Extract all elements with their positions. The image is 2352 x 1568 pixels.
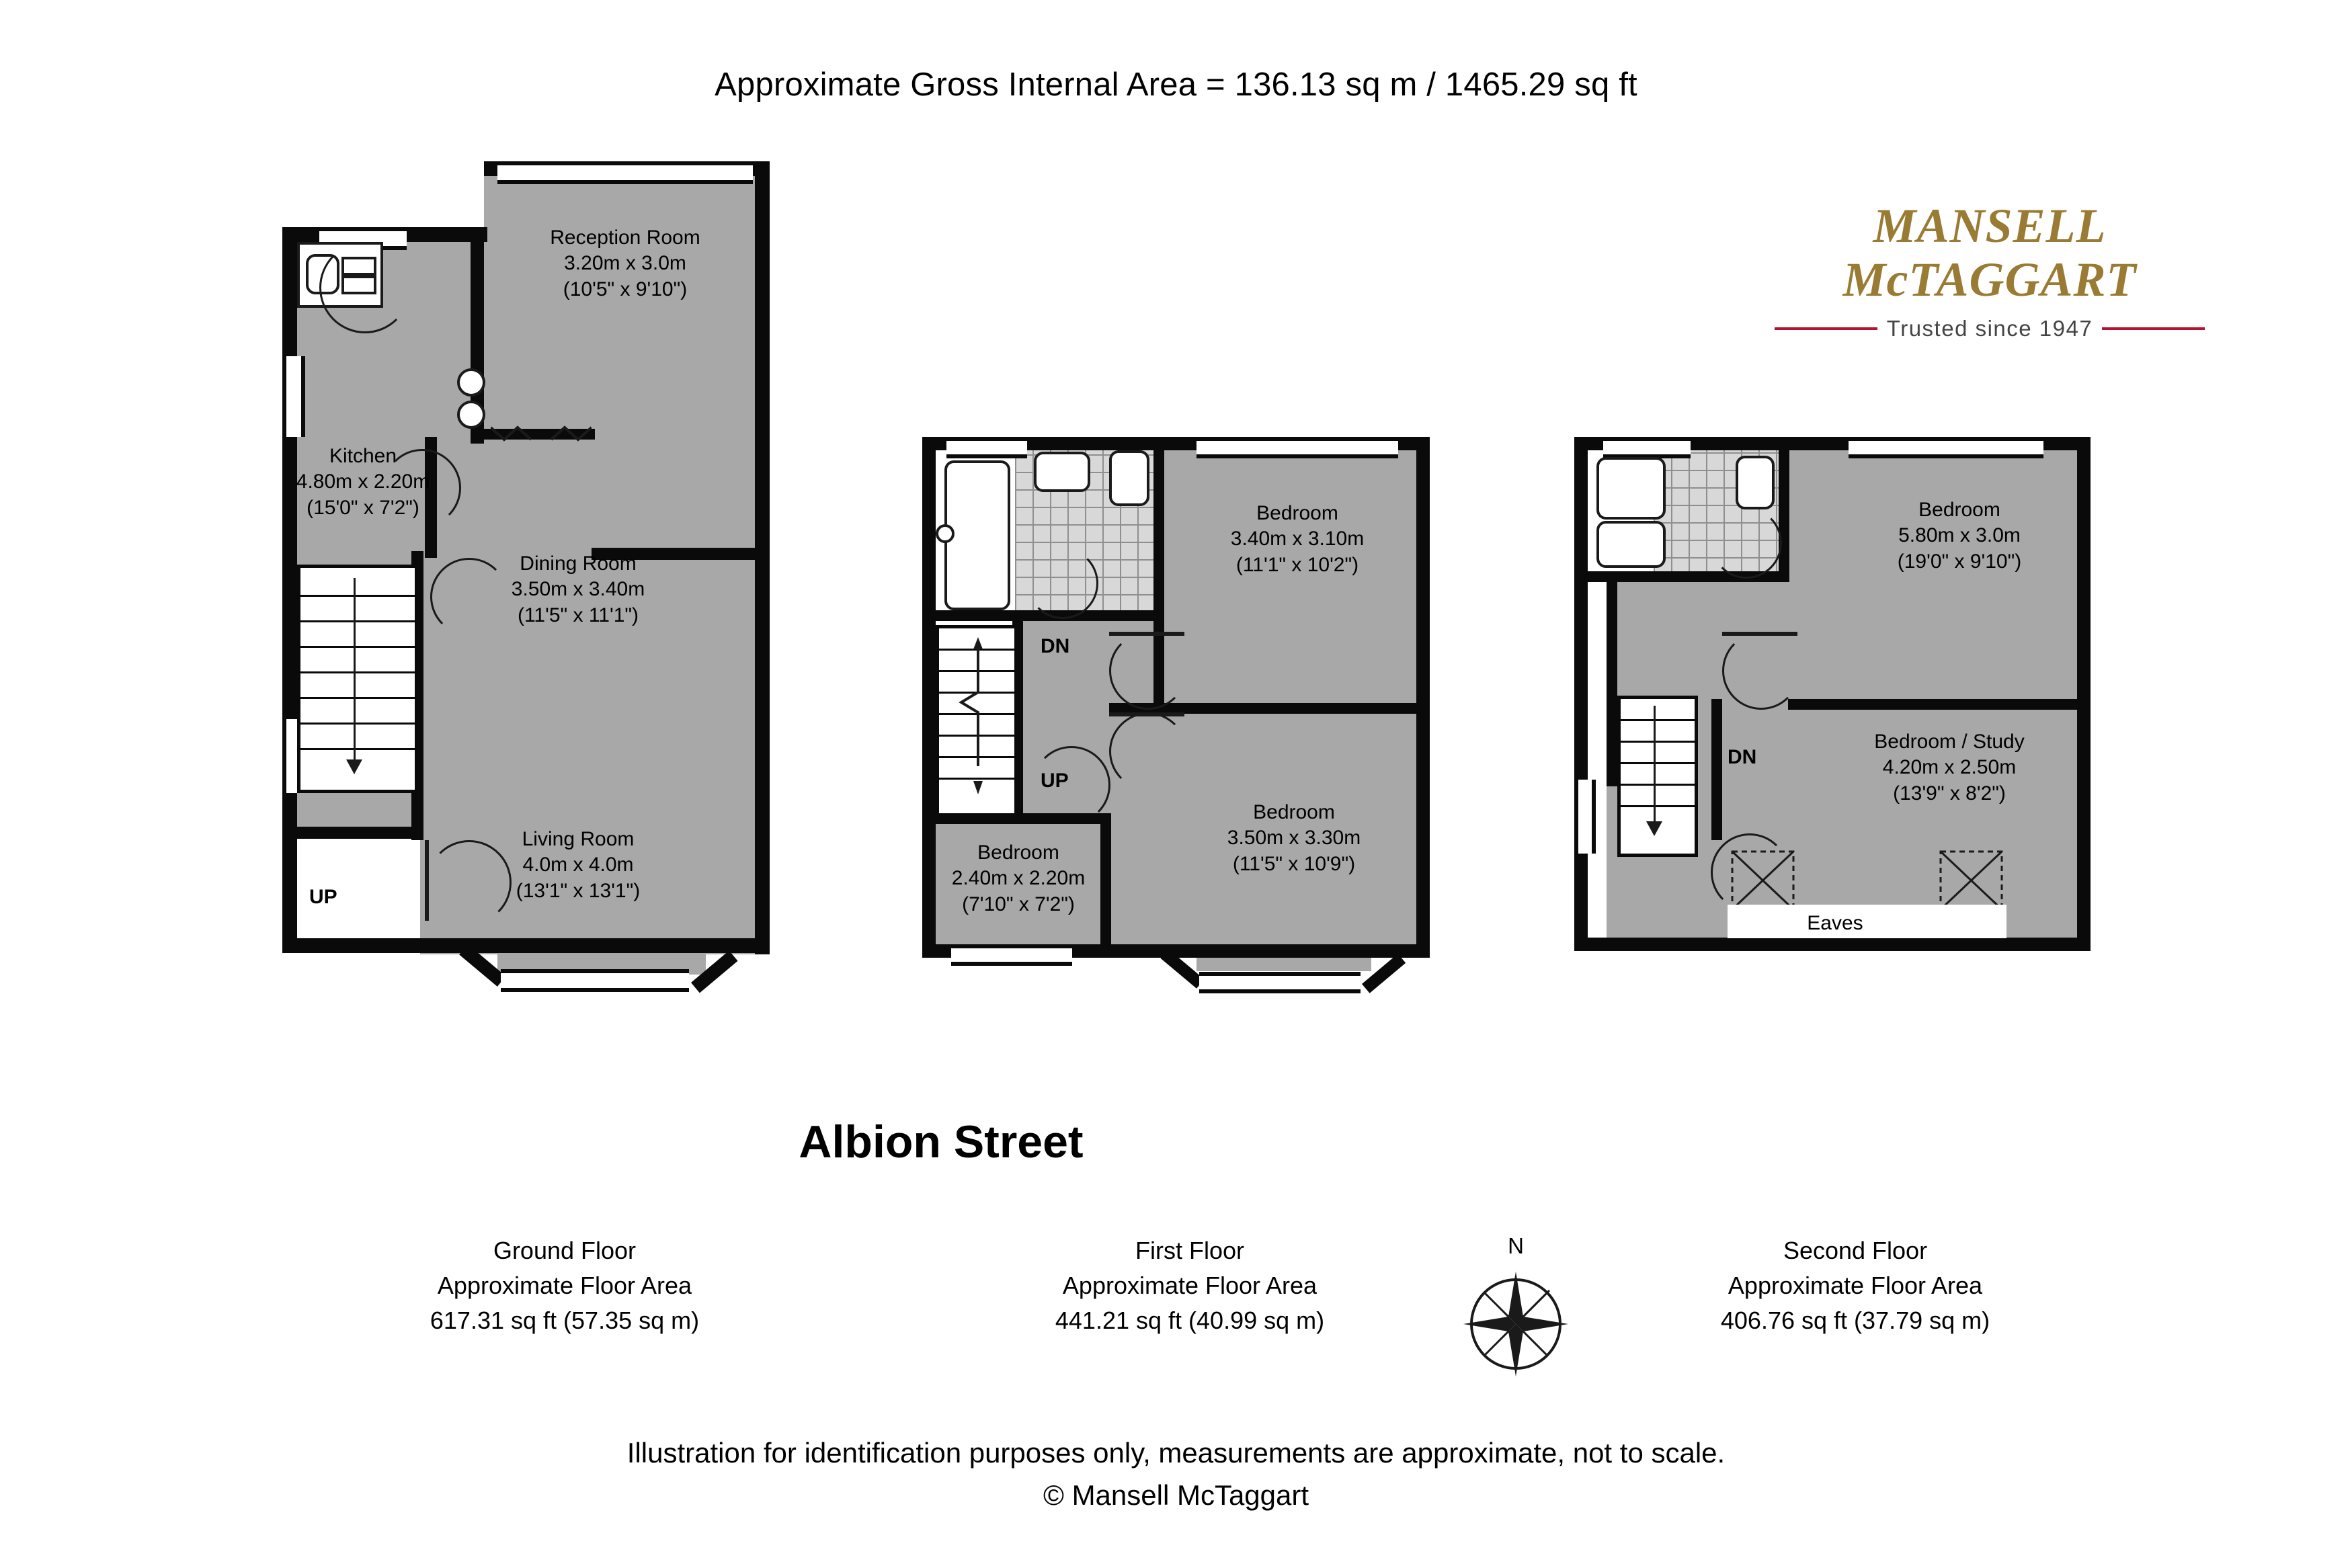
second-room-label-study bbox=[1828, 729, 2070, 807]
disclaimer-line-1: Illustration for identification purposes only, measurements are approximate, not to scale. bbox=[626, 1437, 1726, 1469]
ground-wall-kitchen-bottom bbox=[289, 827, 423, 839]
reception-dim-imperial: (10'5" x 9'10") bbox=[563, 278, 688, 300]
ground-bay-window-front bbox=[501, 969, 689, 992]
first-floor-area-line2: 441.21 sq ft (40.99 sq m) bbox=[1055, 1307, 1325, 1335]
ground-floor-area-line2: 617.31 sq ft (57.35 sq m) bbox=[430, 1307, 700, 1335]
second-wall-left bbox=[1574, 437, 1588, 951]
second-room-label-bed1 bbox=[1845, 497, 2074, 575]
brand-line-1: MANSELL bbox=[1873, 199, 2107, 253]
second-wall-bath-right bbox=[1779, 444, 1789, 578]
first-window-top-right bbox=[1197, 437, 1398, 458]
first-room-label-bed1 bbox=[1183, 501, 1412, 578]
first-marker-up: UP bbox=[1041, 770, 1069, 792]
reception-name: Reception Room bbox=[550, 226, 700, 249]
first-wall-right bbox=[1416, 437, 1430, 958]
reception-dim-metric: 3.20m x 3.0m bbox=[564, 252, 686, 275]
second-bed1-dim-imperial: (19'0" x 9'10") bbox=[1897, 550, 2022, 573]
ground-window-top bbox=[497, 161, 753, 184]
floor-plan-ground bbox=[269, 155, 827, 1109]
second-eaves-hatch-right bbox=[1939, 850, 2003, 911]
floor-plan-second bbox=[1566, 430, 2124, 1109]
second-toilet bbox=[1736, 456, 1775, 509]
first-window-top-left bbox=[946, 437, 1027, 458]
second-floor-area-line2: 406.76 sq ft (37.79 sq m) bbox=[1720, 1307, 1990, 1335]
ground-stair-arrow-shaft bbox=[354, 578, 356, 766]
second-window-top-right bbox=[1849, 437, 2043, 458]
second-study-dim-imperial: (13'9" x 8'2") bbox=[1893, 782, 2006, 804]
second-marker-dn: DN bbox=[1728, 746, 1757, 768]
second-washbasin bbox=[1596, 521, 1666, 568]
first-washbasin bbox=[1034, 452, 1090, 492]
living-name: Living Room bbox=[522, 828, 635, 850]
ground-kitchen-appliance-1 bbox=[457, 368, 485, 397]
second-wall-right bbox=[2077, 437, 2091, 951]
dining-dim-imperial: (11'5" x 11'1") bbox=[517, 604, 639, 626]
second-eaves-hatch-left bbox=[1731, 850, 1795, 911]
second-bed1-name: Bedroom bbox=[1918, 499, 2000, 521]
second-door-bath-arc bbox=[1711, 507, 1782, 579]
second-shower-tray bbox=[1596, 457, 1666, 520]
ground-staircase bbox=[297, 565, 418, 793]
living-dim-imperial: (13'1" x 13'1") bbox=[516, 879, 641, 902]
living-dim-metric: 4.0m x 4.0m bbox=[522, 854, 634, 876]
ground-door-entry-arc bbox=[319, 242, 411, 333]
first-bed3-dim-imperial: (7'10" x 7'2") bbox=[962, 893, 1075, 915]
first-door-bed1-arc bbox=[1109, 632, 1187, 710]
ground-floor-area-line1: Approximate Floor Area bbox=[437, 1272, 692, 1300]
floor-plan-first bbox=[914, 430, 1465, 1109]
floor-note-first bbox=[955, 1233, 1425, 1339]
first-door-bed2-arc bbox=[1109, 712, 1187, 790]
second-floor-area-line1: Approximate Floor Area bbox=[1728, 1272, 1983, 1300]
second-marker-eaves: Eaves bbox=[1807, 912, 1863, 934]
first-bed2-dim-imperial: (11'5" x 10'9") bbox=[1232, 852, 1356, 875]
second-study-dim-metric: 4.20m x 2.50m bbox=[1882, 756, 2017, 779]
first-bed1-dim-imperial: (11'1" x 10'2") bbox=[1235, 553, 1359, 576]
first-floor-area-line1: Approximate Floor Area bbox=[1062, 1272, 1317, 1300]
second-stair-arrow-head bbox=[1646, 821, 1662, 836]
first-bath-tap bbox=[936, 524, 955, 543]
compass-rose bbox=[1455, 1233, 1576, 1388]
second-bed1-dim-metric: 5.80m x 3.0m bbox=[1898, 524, 2021, 547]
compass-north-label: N bbox=[1508, 1233, 1524, 1258]
floor-note-second bbox=[1620, 1233, 2091, 1339]
first-room-label-bed3 bbox=[904, 840, 1133, 917]
ground-room-label-dining bbox=[471, 551, 686, 628]
second-study-name: Bedroom / Study bbox=[1874, 731, 2025, 753]
first-bay-window bbox=[1199, 972, 1361, 993]
kitchen-dim-metric: 4.80m x 2.20m bbox=[296, 470, 430, 493]
first-bed2-dim-metric: 3.50m x 3.30m bbox=[1227, 827, 1361, 850]
second-door-bed1-arc bbox=[1722, 632, 1800, 710]
second-window-top-left bbox=[1603, 437, 1691, 458]
ground-kitchen-appliance-2 bbox=[457, 401, 485, 429]
ground-room-label-living bbox=[471, 827, 686, 904]
dining-name: Dining Room bbox=[520, 552, 637, 575]
brand-line-2: McTAGGART bbox=[1842, 253, 2137, 306]
ground-marker-up: UP bbox=[309, 886, 337, 908]
first-toilet bbox=[1109, 450, 1149, 506]
ground-door-living-leaf bbox=[425, 840, 429, 921]
second-door-bed1-leaf bbox=[1722, 632, 1797, 636]
first-door-bed2-leaf bbox=[1109, 712, 1184, 716]
ground-floor-name: Ground Floor bbox=[493, 1237, 637, 1264]
second-bed1-fill bbox=[1788, 444, 2091, 712]
second-floor-name: Second Floor bbox=[1783, 1237, 1928, 1264]
ground-room-label-kitchen bbox=[255, 444, 471, 521]
kitchen-dim-imperial: (15'0" x 7'2") bbox=[307, 496, 419, 519]
first-bed1-dim-metric: 3.40m x 3.10m bbox=[1230, 528, 1365, 550]
first-bed3-dim-metric: 2.40m x 2.20m bbox=[951, 867, 1086, 890]
ground-wall-bottom bbox=[282, 938, 770, 953]
second-wall-bottom bbox=[1574, 938, 2091, 951]
disclaimer bbox=[0, 1432, 2352, 1516]
first-window-bottom-left bbox=[951, 944, 1072, 966]
first-door-bed1-leaf bbox=[1109, 632, 1184, 636]
ground-window-left-kitchen bbox=[282, 356, 305, 437]
brand-tagline: Trusted since 1947 bbox=[1886, 316, 2093, 341]
first-stair-direction-arrows bbox=[941, 632, 1015, 807]
first-marker-dn: DN bbox=[1041, 635, 1070, 657]
floor-note-ground bbox=[329, 1233, 800, 1339]
ground-room-label-reception bbox=[518, 225, 733, 302]
first-floor-name: First Floor bbox=[1135, 1237, 1244, 1264]
property-title: Albion Street bbox=[799, 1116, 1084, 1167]
second-wall-landing-step bbox=[1607, 571, 1617, 786]
first-bed1-name: Bedroom bbox=[1256, 502, 1338, 524]
first-bed3-name: Bedroom bbox=[977, 841, 1059, 864]
disclaimer-line-2: © Mansell McTaggart bbox=[1043, 1479, 1309, 1511]
page-title: Approximate Gross Internal Area = 136.13 sq m / 1465.29 sq ft bbox=[715, 67, 1637, 103]
second-wall-bed1-bottom bbox=[1788, 699, 2091, 710]
brand-rule-left bbox=[1775, 327, 1877, 330]
dining-dim-metric: 3.50m x 3.40m bbox=[511, 578, 645, 601]
brand-tagline-row bbox=[1775, 316, 2205, 341]
ground-stair-arrow-head bbox=[346, 759, 362, 774]
second-window-left bbox=[1574, 780, 1596, 854]
first-bed2-name: Bedroom bbox=[1253, 801, 1335, 823]
brand-rule-right bbox=[2102, 327, 2205, 330]
ground-wall-left bbox=[282, 227, 297, 952]
kitchen-name: Kitchen bbox=[329, 445, 397, 467]
second-stair-arrow-shaft bbox=[1654, 706, 1656, 827]
first-door-bath-arc bbox=[1027, 548, 1098, 619]
second-wall-landing-right bbox=[1711, 699, 1722, 840]
ground-folding-door bbox=[491, 423, 592, 444]
brand-logo bbox=[1775, 199, 2205, 341]
first-room-label-bed2 bbox=[1180, 800, 1408, 877]
